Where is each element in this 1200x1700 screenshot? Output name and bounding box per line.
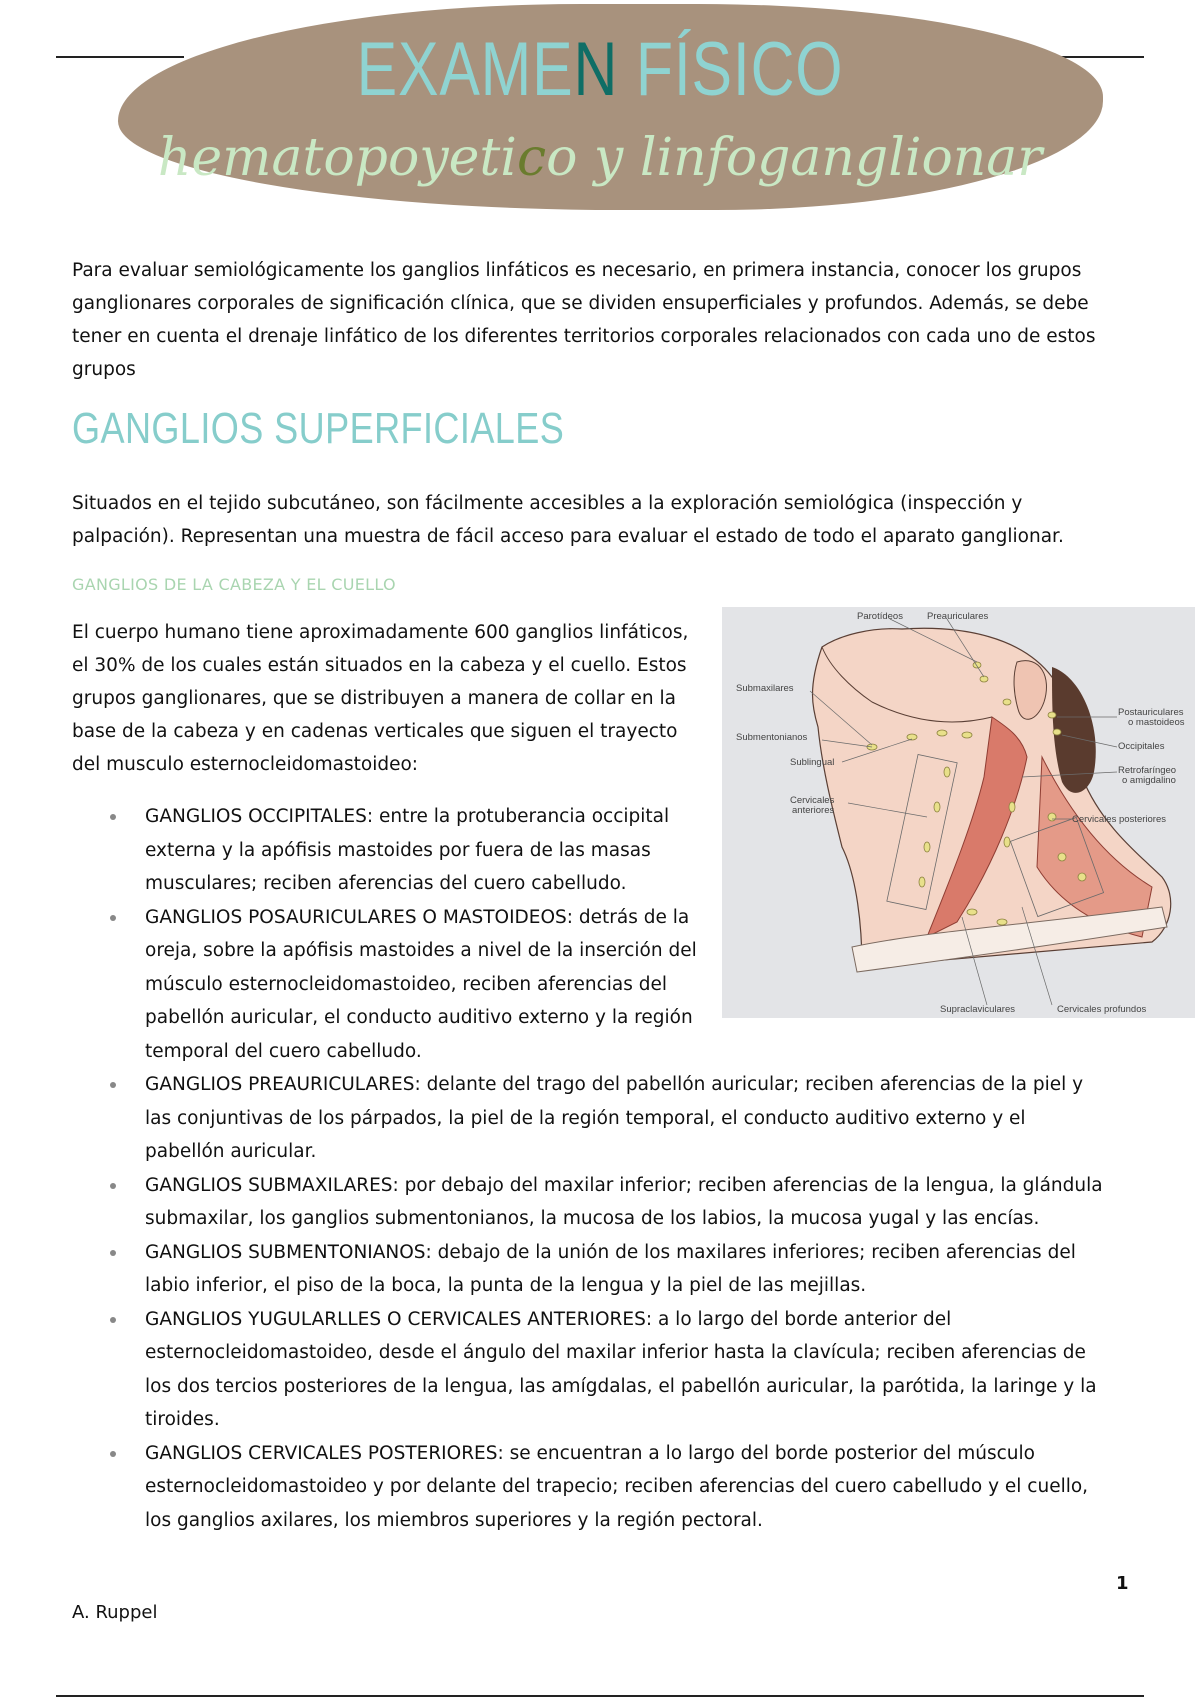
label-sublingual: Sublingual [790, 757, 835, 768]
label-postauriculares-2: o mastoideos [1128, 717, 1185, 728]
node [1048, 813, 1056, 821]
list-item-term: GANGLIOS OCCIPITALES: [145, 806, 374, 827]
label-submentonianos: Submentonianos [736, 732, 808, 743]
node [1078, 873, 1086, 881]
node [1048, 712, 1056, 718]
list-item-text: debajo de la unión de los maxilares inferiores; reciben aferencias del labio inferior, el piso de la boca, la punta de la lengua y la piel de las mejillas. [145, 1241, 1076, 1296]
list-item [100, 1236, 1110, 1303]
list-item [100, 1169, 1110, 1236]
node [919, 877, 925, 887]
label-retrofaringeo-1: Retrofaríngeo [1118, 765, 1177, 776]
section-paragraph: Situados en el tejido subcutáneo, son fácilmente accesibles a la exploración semiológica (inspección y palpación). Representan una muestra de fácil acceso para evaluar el estado de todo el aparato ganglionar. [72, 493, 1064, 547]
label-supraclaviculares: Supraclaviculares [940, 1004, 1015, 1015]
intro-paragraph: Para evaluar semiológicamente los ganglios linfáticos es necesario, en primera instancia, conocer los grupos ganglionares corporales de significación clínica, que se dividen ensuperficiales y profundos. Además, se debe tener en cuenta el drenaje linfático de los diferentes territorios corporales relacionados con cada uno de estos grupos [72, 260, 1096, 380]
page-number: 1 [1116, 1573, 1129, 1594]
label-cervicales-ant-1: Cervicales [790, 795, 835, 806]
node [1004, 837, 1010, 847]
node [924, 842, 930, 852]
list-item-text: entre la protuberancia occipital externa y la apófisis mastoides por fuera de las masas musculares; reciben aferencias del cuero cabelludo. [145, 806, 670, 894]
subtitle-part-b: c [516, 128, 547, 188]
list-item-term: GANGLIOS SUBMAXILARES: [145, 1174, 399, 1196]
page-title [120, 26, 1080, 113]
node [1009, 802, 1015, 812]
list-item-term: GANGLIOS PREAURICULARES: [145, 1074, 421, 1095]
node [962, 732, 972, 738]
node [997, 919, 1007, 925]
label-submaxilares: Submaxilares [736, 683, 794, 694]
subsection-paragraph: El cuerpo humano tiene aproximadamente 600 ganglios linfáticos, el 30% de los cuales están situados en la cabeza y el cuello. Estos grupos ganglionares, que se distribuyen a manera de collar en la base de la cabeza y en cadenas verticales que siguen el trayecto del musculo esternocleidomastoideo: [72, 622, 689, 775]
label-cervicales-ant-2: anteriores [792, 805, 835, 816]
list-item [100, 1437, 1110, 1538]
list-item-text: por debajo del maxilar inferior; reciben aferencias de la lengua, la glándula submaxilar, los ganglios submentonianos, la mucosa de los labios, la mucosa yugal y las encías. [145, 1174, 1103, 1229]
list-item [100, 901, 705, 1069]
label-preauriculares: Preauriculares [927, 611, 989, 622]
list-item-term: GANGLIOS POSAURICULARES O MASTOIDEOS: [145, 906, 574, 928]
list-item-text: delante del trago del pabellón auricular; reciben aferencias de la piel y las conjuntivas de los párpados, la piel de la región temporal, el conducto auditivo externo y el pabellón auricular. [145, 1074, 1084, 1162]
page-subtitle [0, 128, 1200, 188]
title-part-c: FÍSICO [618, 27, 844, 112]
list-item [100, 800, 705, 901]
neck-lymph-nodes-figure [722, 607, 1195, 1018]
subtitle-part-a: hematopoyeti [157, 128, 517, 188]
list-item-text: se encuentran a lo largo del borde posterior del músculo esternocleidomastoideo y por delante del trapecio; reciben aferencias del cuero cabelludo y el cuello, los ganglios axilares, los miembros superiores y la región pectoral. [145, 1442, 1089, 1531]
author: A. Ruppel [72, 1602, 158, 1623]
list-item-term: GANGLIOS YUGULARLLES O CERVICALES ANTERIORES: [145, 1308, 653, 1330]
list-item [100, 1303, 1110, 1437]
label-cervicales-post: Cervicales posteriores [1072, 814, 1166, 825]
label-occipitales: Occipitales [1118, 741, 1165, 752]
subsection-heading: GANGLIOS DE LA CABEZA Y EL CUELLO [72, 575, 396, 594]
bottom-rule [56, 1695, 1144, 1697]
label-cervicales-prof: Cervicales profundos [1057, 1004, 1147, 1015]
list-item-text: detrás de la oreja, sobre la apófisis mastoides a nivel de la inserción del músculo esternocleidomastoideo, reciben aferencias del pabellón auricular, el conducto auditivo externo y la región temporal del cuero cabelludo. [145, 906, 697, 1062]
node [1058, 853, 1066, 861]
node [1053, 729, 1061, 735]
title-part-a: EXAME [356, 27, 574, 112]
label-parotideos: Parotídeos [857, 611, 903, 622]
title-part-b: N [573, 27, 619, 112]
node [944, 767, 950, 777]
list-item-term: GANGLIOS SUBMENTONIANOS: [145, 1241, 432, 1263]
node [937, 730, 947, 736]
section-heading: GANGLIOS SUPERFICIALES [72, 404, 565, 453]
node [1003, 699, 1011, 705]
label-postauriculares-1: Postauriculares [1118, 707, 1184, 718]
list-item-text: a lo largo del borde anterior del esternocleidomastoideo, desde el ángulo del maxilar inferior hasta la clavícula; reciben aferencias de los dos tercios posteriores de la lengua, las amígdalas, el pabellón auricular, la parótida, la laringe y la tiroides. [145, 1308, 1097, 1430]
node [973, 662, 981, 668]
neck-anatomy-illustration [722, 607, 1195, 1018]
subtitle-part-c: o y linfoganglionar [546, 128, 1043, 188]
node [934, 802, 940, 812]
node [967, 909, 977, 915]
list-item-term: GANGLIOS CERVICALES POSTERIORES: [145, 1442, 504, 1464]
label-retrofaringeo-2: o amigdalino [1122, 775, 1176, 786]
list-item [100, 1068, 1110, 1169]
